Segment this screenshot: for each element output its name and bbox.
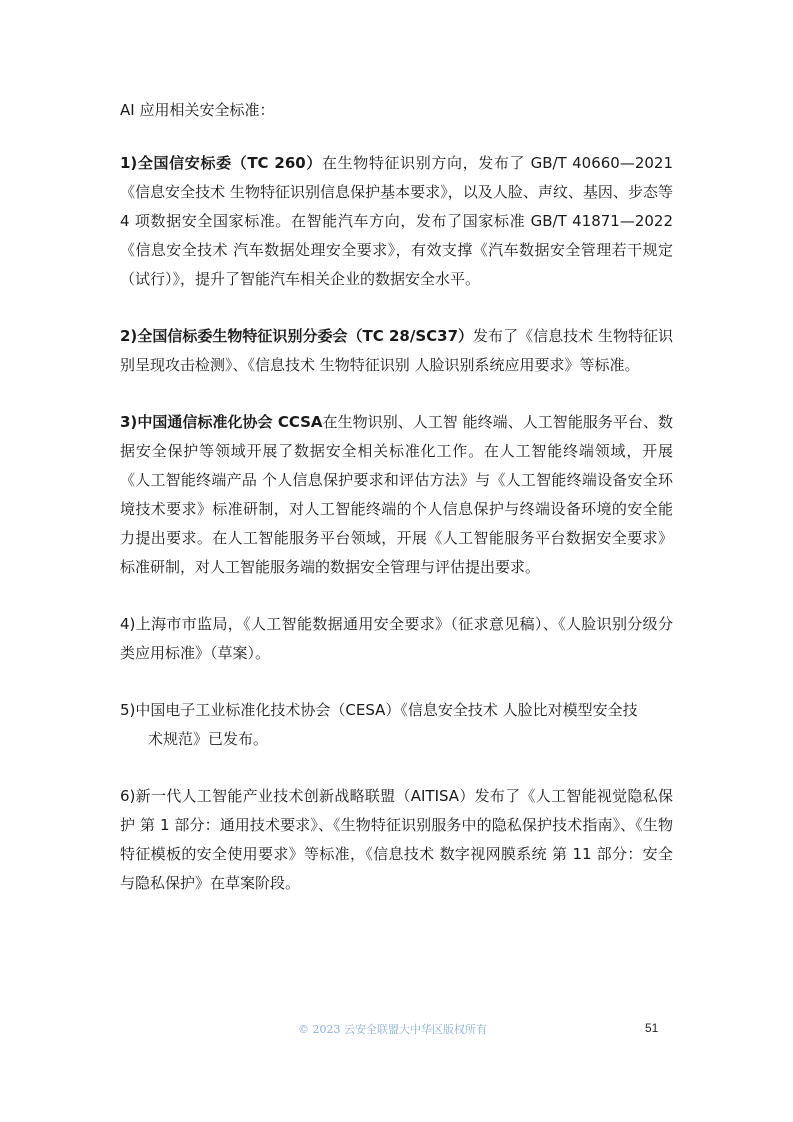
item-text: 4)上海市市监局，《人工智能数据通用安全要求》（征求意见稿）、《人脸识别分级分类应用标准》（草案）。: [120, 615, 673, 662]
item-text: 在生物特征识别方向，发布了 GB/T 40660—2021《信息安全技术 生物特征识别信息保护基本要求》，以及人脸、声纹、基因、步态等 4 项数据安全国家标准。在智能汽车方向，发布了国家标准 GB/T 41871—2022《信息安全技术 汽车数据处理安全要求》，有效支撑《汽车数据安全管理若干规定（试行）》，提升了智能汽车相关企业的数据安全水平。: [120, 154, 673, 288]
item-text: 发布了《信息技术 生物特征识别呈现攻击检测》、《信息技术 生物特征识别 人脸识别系统应用要求》等标准。: [120, 327, 673, 374]
document-body: [120, 96, 673, 926]
standard-item-3: [120, 408, 673, 582]
item-text: 在生物识别、人工智 能终端、人工智能服务平台、数据安全保护等领域开展了数据安全相关标准化工作。在人工智能终端领域，开展《人工智能终端产品 个人信息保护要求和评估方法》与《人工智能终端设备安全环境技术要求》标准研制，对人工智能终端的个人信息保护与终端设备环境的安全能力提出要求。在人工智能服务平台领域，开展《人工智能服务平台数据安全要求》标准研制，对人工智能服务端的数据安全管理与评估提出要求。: [120, 413, 673, 576]
standard-item-2: [120, 322, 673, 380]
standard-item-1: [120, 149, 673, 294]
copyright-notice: © 2023 云安全联盟大中华区版权所有: [298, 1023, 487, 1036]
standard-item-4: [120, 610, 673, 668]
standard-item-6: [120, 782, 673, 898]
item-text-line2: 术规范》已发布。: [148, 730, 269, 748]
page-number: 51: [645, 1021, 659, 1035]
item-lead: 2)全国信标委生物特征识别分委会（TC 28/SC37）: [120, 327, 474, 345]
item-text-line1: 5)中国电子工业标准化技术协会（CESA）《信息安全技术 人脸比对模型安全技: [120, 701, 638, 719]
item-lead: 3)中国通信标准化协会 CCSA: [120, 413, 323, 431]
page-footer: [0, 1021, 793, 1037]
section-intro: AI 应用相关安全标准：: [120, 101, 275, 119]
item-lead: 1)全国信安标委（TC 260）: [120, 154, 322, 172]
item-text: 6)新一代人工智能产业技术创新战略联盟（AITISA）发布了《人工智能视觉隐私保护 第 1 部分：通用技术要求》、《生物特征识别服务中的隐私保护技术指南》、《生物特征模板的安全使用要求》等标准，《信息技术 数字视网膜系统 第 11 部分：安全与隐私保护》在草案阶段。: [120, 787, 673, 892]
standard-item-5: [120, 696, 673, 754]
